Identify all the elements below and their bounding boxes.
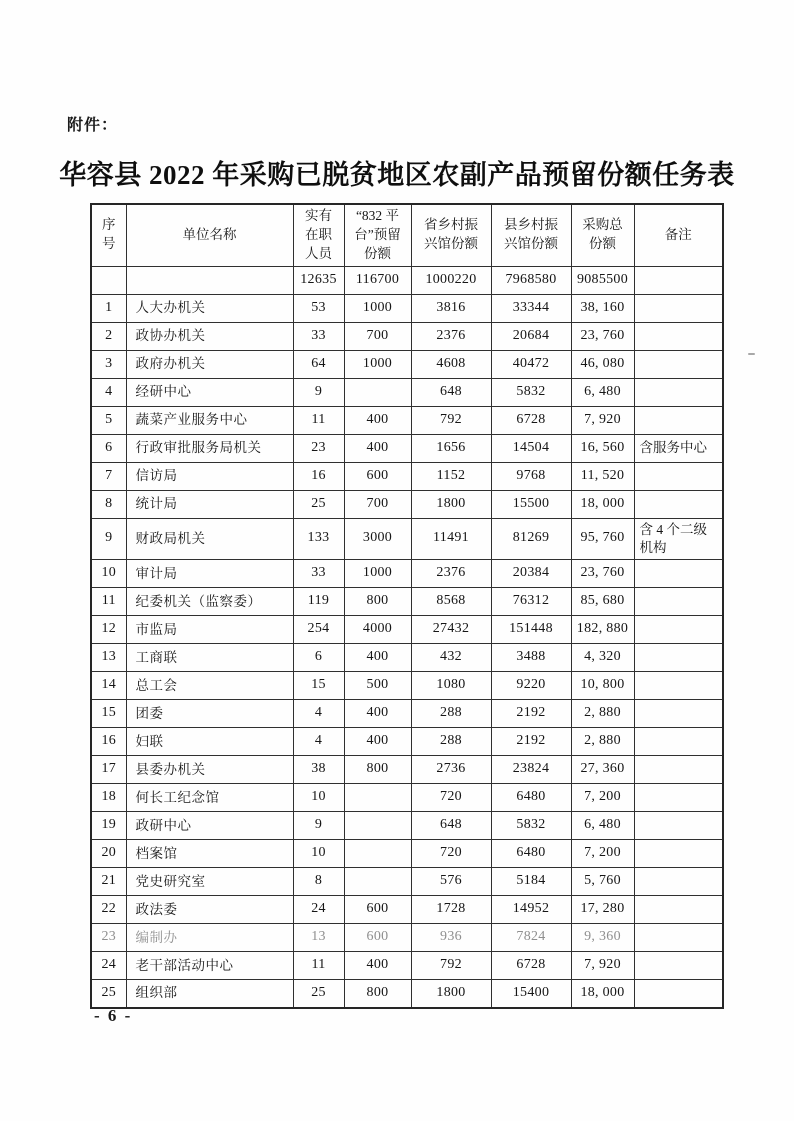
table-cell <box>634 350 723 378</box>
table-cell <box>344 784 411 812</box>
table-cell: 8 <box>293 868 344 896</box>
table-cell: 792 <box>411 952 491 980</box>
table-cell: 老干部活动中心 <box>126 952 293 980</box>
table-cell: 600 <box>344 924 411 952</box>
table-cell: 20 <box>91 840 126 868</box>
table-row <box>91 616 723 644</box>
table-header <box>91 204 723 266</box>
table-cell: 1000 <box>344 294 411 322</box>
table-row <box>91 672 723 700</box>
table-cell: 政府办机关 <box>126 350 293 378</box>
table-cell: 400 <box>344 434 411 462</box>
table-cell <box>91 266 126 294</box>
table-cell: 2192 <box>491 700 571 728</box>
table-cell: 648 <box>411 812 491 840</box>
table-cell: 400 <box>344 728 411 756</box>
table-cell: 2376 <box>411 560 491 588</box>
table-cell: 15400 <box>491 980 571 1008</box>
table-row <box>91 560 723 588</box>
table-cell: 133 <box>293 518 344 559</box>
table-cell <box>634 980 723 1008</box>
table-cell: 团委 <box>126 700 293 728</box>
table-cell: 16 <box>91 728 126 756</box>
table-cell: 纪委机关（监察委） <box>126 588 293 616</box>
table-cell: 10 <box>293 784 344 812</box>
column-header: 省乡村振兴馆份额 <box>411 204 491 266</box>
table-cell: 工商联 <box>126 644 293 672</box>
table-cell: 800 <box>344 980 411 1008</box>
table-cell: 27, 360 <box>571 756 634 784</box>
table-cell: 20384 <box>491 560 571 588</box>
table-row <box>91 868 723 896</box>
table-cell: 7, 920 <box>571 952 634 980</box>
table-cell: 25 <box>91 980 126 1008</box>
table-row <box>91 462 723 490</box>
table-cell: 人大办机关 <box>126 294 293 322</box>
table-cell: 64 <box>293 350 344 378</box>
table-cell: 288 <box>411 728 491 756</box>
table-cell: 9085500 <box>571 266 634 294</box>
table-cell <box>634 784 723 812</box>
table-cell: 936 <box>411 924 491 952</box>
table-cell: 254 <box>293 616 344 644</box>
table-cell: 116700 <box>344 266 411 294</box>
table-cell: 财政局机关 <box>126 518 293 559</box>
quota-table <box>90 203 724 1009</box>
table-cell <box>634 560 723 588</box>
table-header-row <box>91 204 723 266</box>
table-cell <box>634 700 723 728</box>
column-header: “832 平台”预留份额 <box>344 204 411 266</box>
table-cell: 含 4 个二级机构 <box>634 518 723 559</box>
page-number: - 6 - <box>94 1006 133 1025</box>
table-cell: 10 <box>91 560 126 588</box>
table-cell: 11 <box>293 952 344 980</box>
table-cell: 53 <box>293 294 344 322</box>
table-cell: 700 <box>344 322 411 350</box>
table-cell: 11491 <box>411 518 491 559</box>
table-cell: 组织部 <box>126 980 293 1008</box>
table-cell: 政协办机关 <box>126 322 293 350</box>
table-cell: 16, 560 <box>571 434 634 462</box>
table-cell: 信访局 <box>126 462 293 490</box>
table-cell: 40472 <box>491 350 571 378</box>
table-cell: 4608 <box>411 350 491 378</box>
table-cell: 23, 760 <box>571 322 634 350</box>
table-cell: 400 <box>344 644 411 672</box>
table-cell: 10 <box>293 840 344 868</box>
table-cell: 审计局 <box>126 560 293 588</box>
table-row <box>91 518 723 559</box>
page-title: 华容县 2022 年采购已脱贫地区农副产品预留份额任务表 <box>59 160 735 190</box>
table-cell: 5184 <box>491 868 571 896</box>
table-cell: 24 <box>91 952 126 980</box>
table-cell: 总工会 <box>126 672 293 700</box>
table-row <box>91 896 723 924</box>
table-cell: 4, 320 <box>571 644 634 672</box>
table-cell: 政法委 <box>126 896 293 924</box>
table-cell <box>634 812 723 840</box>
table-cell: 27432 <box>411 616 491 644</box>
table-cell: 6728 <box>491 406 571 434</box>
table-cell: 3000 <box>344 518 411 559</box>
table-cell: 1800 <box>411 490 491 518</box>
table-cell: 14952 <box>491 896 571 924</box>
table-cell: 6, 480 <box>571 812 634 840</box>
table-cell: 6480 <box>491 840 571 868</box>
table-cell <box>634 378 723 406</box>
table-cell: 2, 880 <box>571 700 634 728</box>
table-cell: 2192 <box>491 728 571 756</box>
table-cell <box>634 756 723 784</box>
table-cell <box>634 896 723 924</box>
table-cell: 12635 <box>293 266 344 294</box>
table-cell <box>634 588 723 616</box>
table-cell <box>634 924 723 952</box>
table-row <box>91 784 723 812</box>
table-cell: 9 <box>91 518 126 559</box>
table-cell: 7824 <box>491 924 571 952</box>
table-cell: 3 <box>91 350 126 378</box>
table-cell: 6728 <box>491 952 571 980</box>
table-cell: 9220 <box>491 672 571 700</box>
column-header: 县乡村振兴馆份额 <box>491 204 571 266</box>
table-row <box>91 952 723 980</box>
table-row <box>91 728 723 756</box>
table-cell: 18 <box>91 784 126 812</box>
table-cell: 11 <box>91 588 126 616</box>
table-cell: 700 <box>344 490 411 518</box>
table-cell: 17, 280 <box>571 896 634 924</box>
table-row <box>91 840 723 868</box>
table-cell: 15500 <box>491 490 571 518</box>
table-cell: 20684 <box>491 322 571 350</box>
table-cell: 23 <box>293 434 344 462</box>
table-cell <box>634 490 723 518</box>
table-cell: 政研中心 <box>126 812 293 840</box>
table-cell: 6480 <box>491 784 571 812</box>
table-cell: 1000 <box>344 560 411 588</box>
table-cell: 23, 760 <box>571 560 634 588</box>
table-cell: 县委办机关 <box>126 756 293 784</box>
column-header: 单位名称 <box>126 204 293 266</box>
table-row <box>91 490 723 518</box>
table-cell: 7 <box>91 462 126 490</box>
table-cell: 7, 200 <box>571 784 634 812</box>
table-cell: 600 <box>344 462 411 490</box>
table-cell: 38, 160 <box>571 294 634 322</box>
table-cell: 统计局 <box>126 490 293 518</box>
table-cell: 81269 <box>491 518 571 559</box>
table-cell: 经研中心 <box>126 378 293 406</box>
table-cell: 4 <box>293 700 344 728</box>
table-cell: 9, 360 <box>571 924 634 952</box>
table-cell: 33344 <box>491 294 571 322</box>
table-cell <box>344 378 411 406</box>
table-row <box>91 350 723 378</box>
table-row <box>91 980 723 1008</box>
table-cell: 9768 <box>491 462 571 490</box>
table-cell: 12 <box>91 616 126 644</box>
table-cell: 182, 880 <box>571 616 634 644</box>
table-cell: 1000 <box>344 350 411 378</box>
table-cell: 16 <box>293 462 344 490</box>
table-cell: 400 <box>344 406 411 434</box>
table-cell: 9 <box>293 812 344 840</box>
table-body <box>91 266 723 1007</box>
table-cell <box>634 322 723 350</box>
table-cell <box>126 266 293 294</box>
table-cell: 576 <box>411 868 491 896</box>
table-cell: 18, 000 <box>571 980 634 1008</box>
table-cell: 23 <box>91 924 126 952</box>
table-cell: 8 <box>91 490 126 518</box>
table-cell: 4 <box>91 378 126 406</box>
table-cell: 119 <box>293 588 344 616</box>
table-cell: 2 <box>91 322 126 350</box>
column-header: 备注 <box>634 204 723 266</box>
table-cell: 妇联 <box>126 728 293 756</box>
table-cell <box>344 868 411 896</box>
table-cell: 151448 <box>491 616 571 644</box>
table-cell <box>344 812 411 840</box>
table-cell: 400 <box>344 952 411 980</box>
table-row <box>91 700 723 728</box>
table-cell: 76312 <box>491 588 571 616</box>
table-cell: 14 <box>91 672 126 700</box>
table-cell <box>634 294 723 322</box>
table-cell: 何长工纪念馆 <box>126 784 293 812</box>
table-cell: 档案馆 <box>126 840 293 868</box>
totals-row <box>91 266 723 294</box>
table-cell: 432 <box>411 644 491 672</box>
table-cell: 19 <box>91 812 126 840</box>
table-cell: 400 <box>344 700 411 728</box>
table-row <box>91 756 723 784</box>
table-cell: 792 <box>411 406 491 434</box>
table-cell <box>634 644 723 672</box>
table-cell: 33 <box>293 322 344 350</box>
table-cell: 党史研究室 <box>126 868 293 896</box>
table-cell <box>634 952 723 980</box>
table-cell: 95, 760 <box>571 518 634 559</box>
table-cell: 行政审批服务局机关 <box>126 434 293 462</box>
table-row <box>91 322 723 350</box>
table-cell: 7968580 <box>491 266 571 294</box>
table-cell: 1800 <box>411 980 491 1008</box>
table-cell: 7, 920 <box>571 406 634 434</box>
table-cell: 4000 <box>344 616 411 644</box>
table-cell: 13 <box>293 924 344 952</box>
table-cell <box>634 672 723 700</box>
table-cell: 25 <box>293 490 344 518</box>
table-cell: 8568 <box>411 588 491 616</box>
table-cell <box>634 462 723 490</box>
table-cell: 6, 480 <box>571 378 634 406</box>
table-cell: 2736 <box>411 756 491 784</box>
table-cell <box>634 728 723 756</box>
table-cell <box>634 266 723 294</box>
table-cell <box>634 406 723 434</box>
table-row <box>91 294 723 322</box>
table-cell: 2, 880 <box>571 728 634 756</box>
table-cell: 1728 <box>411 896 491 924</box>
table-row <box>91 924 723 952</box>
table-cell: 10, 800 <box>571 672 634 700</box>
table-cell: 85, 680 <box>571 588 634 616</box>
table-cell: 5, 760 <box>571 868 634 896</box>
table-row <box>91 406 723 434</box>
table-cell: 15 <box>91 700 126 728</box>
table-cell: 编制办 <box>126 924 293 952</box>
table-cell: 15 <box>293 672 344 700</box>
table-cell <box>634 868 723 896</box>
table-cell <box>634 616 723 644</box>
table-cell: 23824 <box>491 756 571 784</box>
table-cell: 11 <box>293 406 344 434</box>
table-cell: 38 <box>293 756 344 784</box>
table-cell: 500 <box>344 672 411 700</box>
table-row <box>91 378 723 406</box>
table-row <box>91 812 723 840</box>
table-cell: 4 <box>293 728 344 756</box>
table-cell: 5832 <box>491 378 571 406</box>
table-cell: 1656 <box>411 434 491 462</box>
attachment-label: 附件： <box>67 117 119 134</box>
table-cell: 25 <box>293 980 344 1008</box>
table-cell: 600 <box>344 896 411 924</box>
table-cell: 13 <box>91 644 126 672</box>
table-row <box>91 434 723 462</box>
table-cell: 3488 <box>491 644 571 672</box>
table-cell: 3816 <box>411 294 491 322</box>
table-cell: 46, 080 <box>571 350 634 378</box>
table-cell <box>344 840 411 868</box>
table-cell: 11, 520 <box>571 462 634 490</box>
table-cell: 24 <box>293 896 344 924</box>
table-cell: 1080 <box>411 672 491 700</box>
table-cell: 7, 200 <box>571 840 634 868</box>
table-cell: 市监局 <box>126 616 293 644</box>
table-cell: 6 <box>91 434 126 462</box>
table-row <box>91 644 723 672</box>
table-cell: 800 <box>344 588 411 616</box>
table-cell: 22 <box>91 896 126 924</box>
table-cell: 6 <box>293 644 344 672</box>
table-cell: 800 <box>344 756 411 784</box>
column-header: 采购总份额 <box>571 204 634 266</box>
table-cell: 720 <box>411 840 491 868</box>
table-cell: 648 <box>411 378 491 406</box>
table-cell: 2376 <box>411 322 491 350</box>
table-cell: 5832 <box>491 812 571 840</box>
table-cell: 1 <box>91 294 126 322</box>
table-cell: 9 <box>293 378 344 406</box>
scan-artifact-mark <box>748 353 755 355</box>
table-cell: 1152 <box>411 462 491 490</box>
table-cell: 1000220 <box>411 266 491 294</box>
table-cell: 33 <box>293 560 344 588</box>
table-cell: 288 <box>411 700 491 728</box>
table-cell: 蔬菜产业服务中心 <box>126 406 293 434</box>
table-cell: 720 <box>411 784 491 812</box>
table-cell: 17 <box>91 756 126 784</box>
table-cell <box>634 840 723 868</box>
column-header: 序号 <box>91 204 126 266</box>
table-cell: 18, 000 <box>571 490 634 518</box>
table-cell: 14504 <box>491 434 571 462</box>
table-cell: 含服务中心 <box>634 434 723 462</box>
table-row <box>91 588 723 616</box>
column-header: 实有在职人员 <box>293 204 344 266</box>
table-cell: 5 <box>91 406 126 434</box>
table-cell: 21 <box>91 868 126 896</box>
